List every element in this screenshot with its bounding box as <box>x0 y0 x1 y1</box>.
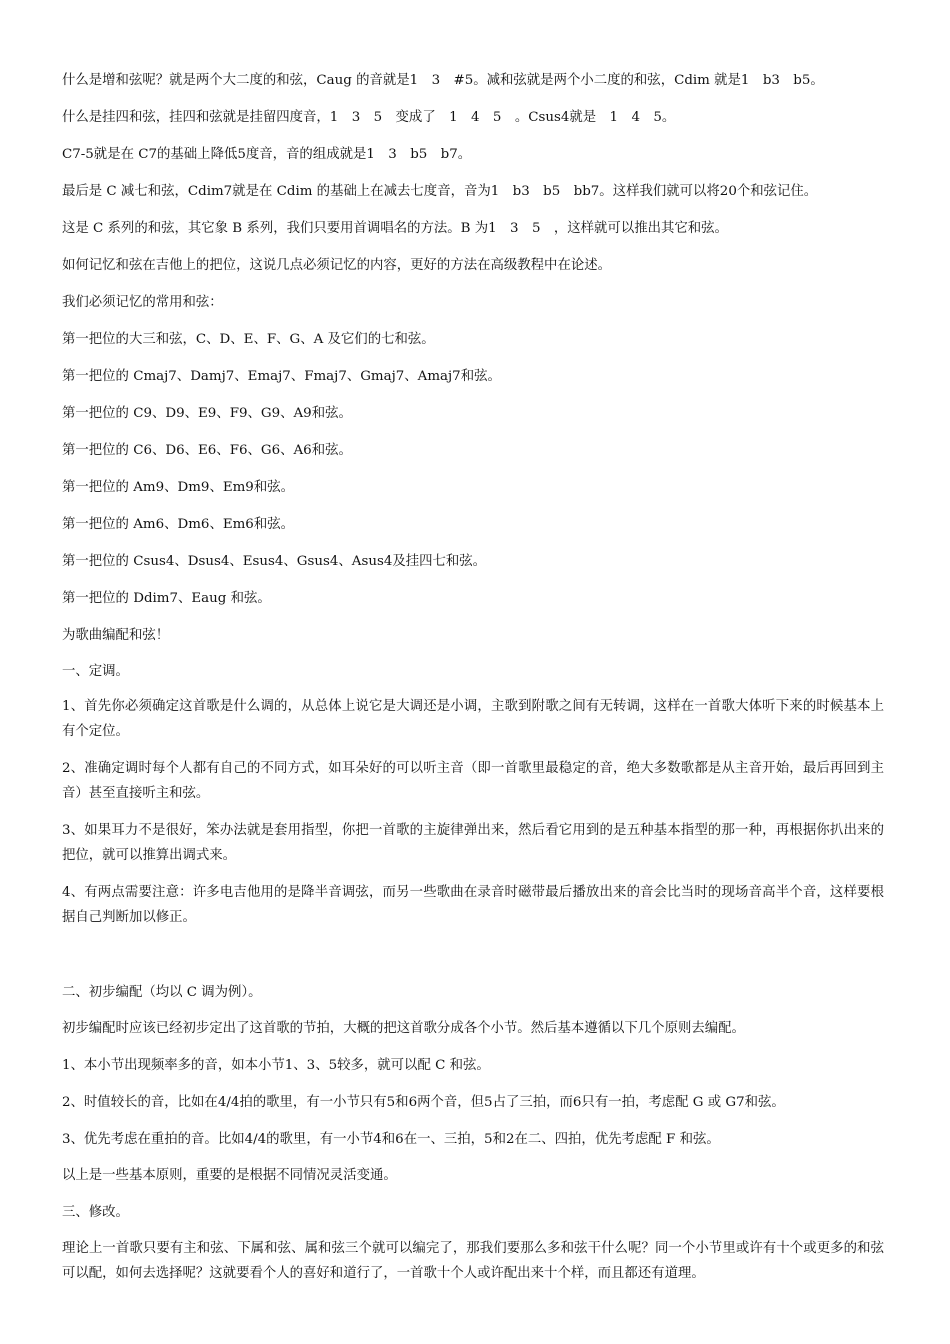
paragraph-rule-3: 3、优先考虑在重拍的音。比如4/4的歌里，有一小节4和6在一、三拍，5和2在二、四拍，优先考虑配 F 和弦。 <box>62 1132 720 1147</box>
section-heading-initial-arrangement: 二、初步编配（均以 C 调为例）。 <box>62 985 262 1000</box>
list-item-sus4: 第一把位的 Csus4、Dsus4、Esus4、Gsus4、Asus4及挂四七和弦。 <box>62 554 487 569</box>
paragraph-revision: 理论上一首歌只要有主和弦、下属和弦、属和弦三个就可以编完了，那我们要那么多和弦干什么呢？同一个小节里或许有十个或更多的和弦可以配，如何去选择呢？这就要看个人的喜好和道行了，一首歌十个人或许配出来十个样，而且都还有道理。 <box>62 1241 884 1281</box>
paragraph-sus4: 什么是挂四和弦，挂四和弦就是挂留四度音，1 3 5 变成了 1 4 5 。Csus4就是 1 4 5。 <box>62 110 676 125</box>
section-title-arranging: 为歌曲编配和弦！ <box>62 628 170 643</box>
paragraph-common-chords-heading: 我们必须记忆的常用和弦： <box>62 295 223 310</box>
paragraph-c-series: 这是 C 系列的和弦，其它象 B 系列，我们只要用首调唱名的方法。B 为1 3 5 ，这样就可以推出其它和弦。 <box>62 221 728 236</box>
paragraph-key-step-1: 1、首先你必须确定这首歌是什么调的，从总体上说它是大调还是小调，主歌到附歌之间有无转调，这样在一首歌大体听下来的时候基本上有个定位。 <box>62 699 884 739</box>
paragraph-rule-2: 2、时值较长的音，比如在4/4拍的歌里，有一小节只有5和6两个音，但5占了三拍，而6只有一拍，考虑配 G 或 G7和弦。 <box>62 1095 785 1110</box>
paragraph-key-step-2: 2、准确定调时每个人都有自己的不同方式，如耳朵好的可以听主音（即一首歌里最稳定的音，绝大多数歌都是从主音开始，最后再回到主音）甚至直接听主和弦。 <box>62 761 884 801</box>
list-item-dim7-aug: 第一把位的 Ddim7、Eaug 和弦。 <box>62 591 271 606</box>
list-item-sixth: 第一把位的 C6、D6、E6、F6、G6、A6和弦。 <box>62 443 352 458</box>
list-item-ninth: 第一把位的 C9、D9、E9、F9、G9、A9和弦。 <box>62 406 352 421</box>
section-heading-revision: 三、修改。 <box>62 1205 129 1220</box>
paragraph-rules-summary: 以上是一些基本原则，重要的是根据不同情况灵活变通。 <box>62 1168 397 1183</box>
paragraph-augmented-diminished: 什么是增和弦呢？就是两个大二度的和弦，Caug 的音就是1 3 #5。减和弦就是两个小二度的和弦，Cdim 就是1 b3 b5。 <box>62 73 824 88</box>
paragraph-rule-1: 1、本小节出现频率多的音，如本小节1、3、5较多，就可以配 C 和弦。 <box>62 1058 490 1073</box>
paragraph-key-step-4: 4、有两点需要注意：许多电吉他用的是降半音调弦，而另一些歌曲在录音时磁带最后播放出来的音会比当时的现场音高半个音，这样要根据自己判断加以修正。 <box>62 885 884 925</box>
paragraph-key-step-3: 3、如果耳力不是很好，笨办法就是套用指型，你把一首歌的主旋律弹出来，然后看它用到的是五种基本指型的那一种，再根据你扒出来的把位，就可以推算出调式来。 <box>62 823 884 863</box>
paragraph-initial-arrangement-intro: 初步编配时应该已经初步定出了这首歌的节拍，大概的把这首歌分成各个小节。然后基本遵循以下几个原则去编配。 <box>62 1021 745 1036</box>
paragraph-memorize-positions: 如何记忆和弦在吉他上的把位，这说几点必须记忆的内容，更好的方法在高级教程中在论述。 <box>62 258 612 273</box>
list-item-minor-ninth: 第一把位的 Am9、Dm9、Em9和弦。 <box>62 480 294 495</box>
list-item-maj7: 第一把位的 Cmaj7、Damj7、Emaj7、Fmaj7、Gmaj7、Amaj7和弦。 <box>62 369 501 384</box>
paragraph-c7-5: C7-5就是在 C7的基础上降低5度音，音的组成就是1 3 b5 b7。 <box>62 147 472 162</box>
paragraph-cdim7: 最后是 C 减七和弦，Cdim7就是在 Cdim 的基础上在减去七度音，音为1 b3 b5 bb7。这样我们就可以将20个和弦记住。 <box>62 184 818 199</box>
section-heading-key: 一、定调。 <box>62 664 129 679</box>
list-item-major-triads: 第一把位的大三和弦，C、D、E、F、G、A 及它们的七和弦。 <box>62 332 435 347</box>
list-item-minor-sixth: 第一把位的 Am6、Dm6、Em6和弦。 <box>62 517 294 532</box>
